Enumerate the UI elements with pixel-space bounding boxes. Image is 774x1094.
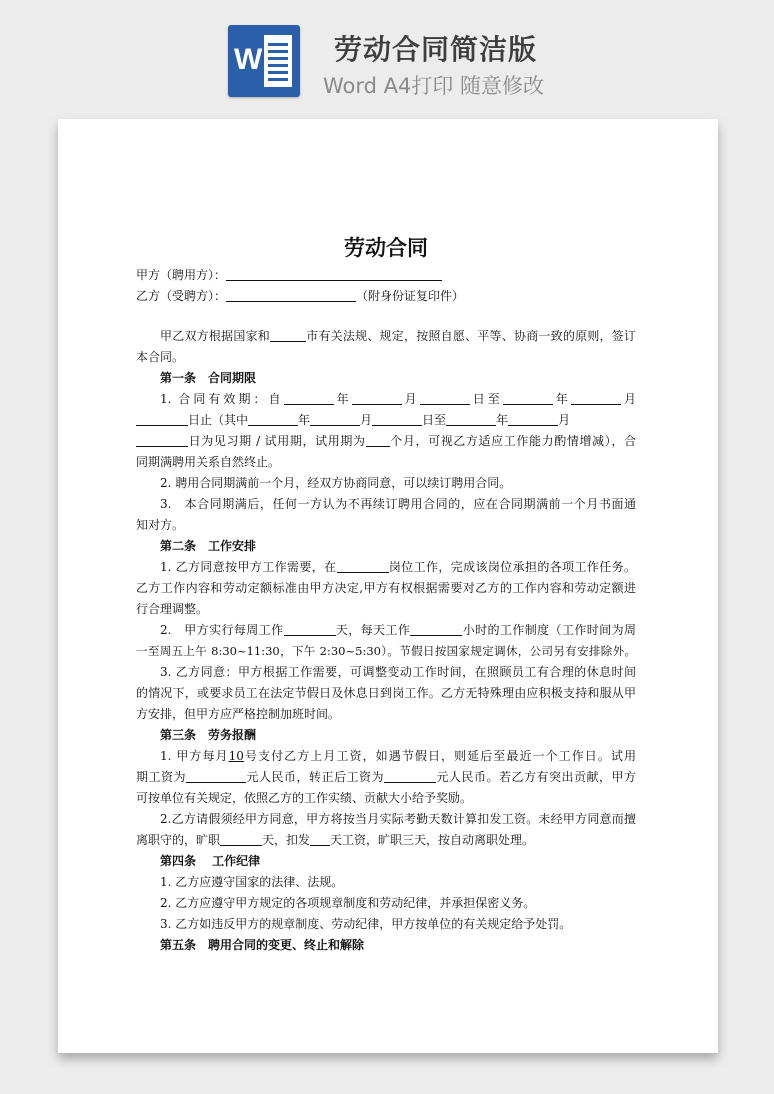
s3-p1-line-1: 1. 甲方每月10号支付乙方上月工资，如遇节假日，则延后至最近一个工作日。试用 <box>160 749 636 763</box>
party-a-line <box>136 265 442 286</box>
s3-p2-line-1: 2.乙方请假须经甲方同意，甲方将按当月实际考勤天数计算扣发工资。未经甲方同意而擅 <box>160 812 636 826</box>
party-b-field <box>226 287 356 302</box>
s3-p2-line-2: 离职守的，旷职 天，扣发 天工资，旷职三天，按自动离职处理。 <box>136 833 535 847</box>
s1-p1-line-4: 同期满聘用关系自然终止。 <box>136 455 281 469</box>
s2-p3-line-3: 方安排，但甲方应严格控制加班时间。 <box>136 707 341 721</box>
section-4-heading: 第四条 工作纪律 <box>160 854 261 868</box>
s2-p1-line-1: 1. 乙方同意按甲方工作需要，在 岗位工作，完成该岗位承担的各项工作任务。 <box>160 560 636 574</box>
party-b-line <box>136 286 464 307</box>
s1-p3-line-2: 知对方。 <box>136 518 185 532</box>
s2-p3-line-1: 3. 乙方同意：甲方根据工作需要，可调整变动工作时间，在照顾员工有合理的休息时间 <box>160 665 636 679</box>
city-field <box>270 327 306 342</box>
section-3-heading: 第三条 劳务报酬 <box>160 728 257 742</box>
s1-p1-line-2: 日止（其中 年 月 日至 年 月 <box>136 410 570 431</box>
banner <box>0 0 774 112</box>
banner-subtitle: Word A4打印 随意修改 <box>323 74 545 98</box>
s1-p1-line-1: 1. 合同有效期：自 年 月 日至 年 月 <box>160 392 636 406</box>
document-page <box>58 119 718 1053</box>
party-a-field <box>226 266 442 281</box>
intro-line-2: 本合同。 <box>136 350 185 364</box>
s1-p1-line-3: 日为见习期 / 试用期，试用期为 个月，可视乙方适应工作能力酌情增减），合 <box>136 431 636 452</box>
section-2-heading: 第二条 工作安排 <box>160 539 257 553</box>
logo-letter: W <box>234 43 263 76</box>
s2-p2-line-2: 一至周五上午 8:30~11:30，下午 2:30~5:30）。节假日按国家规定调休，公司另有安排除外。 <box>136 644 636 658</box>
s2-p1-line-3: 行合理调整。 <box>136 602 209 616</box>
section-1-heading: 第一条 合同期限 <box>160 371 257 385</box>
party-a-label: 甲方（聘用方）： <box>136 268 227 282</box>
document-title: 劳动合同 <box>344 236 428 260</box>
s2-p1-line-2: 乙方工作内容和劳动定额标准由甲方决定,甲方有权根据需要对乙方的工作内容和劳动定额进 <box>136 581 636 595</box>
s1-p2: 2. 聘用合同期满前一个月，经双方协商同意，可以续订聘用合同。 <box>160 476 512 490</box>
pay-day-value: 10 <box>228 749 244 763</box>
s2-p2-line-1: 2. 甲方实行每周工作 天，每天工作 小时的工作制度（工作时间为周 <box>160 623 636 637</box>
s4-p3: 3. 乙方如违反甲方的规章制度、劳动纪律，甲方按单位的有关规定给予处罚。 <box>160 917 572 931</box>
party-b-label: 乙方（受聘方）： <box>136 289 227 303</box>
s3-p1-line-2: 期工资为 元人民币，转正后工资为 元人民币。若乙方有突出贡献，甲方 <box>136 770 636 784</box>
word-icon <box>228 25 300 97</box>
s2-p3-line-2: 的情况下，或要求员工在法定节假日及休息日到岗工作。乙方无特殊理由应积极支持和服从甲 <box>136 686 636 700</box>
s3-p1-line-3: 可按单位有关规定，依照乙方的工作实绩、贡献大小给予奖励。 <box>136 791 473 805</box>
s1-p3-line-1: 3. 本合同期满后，任何一方认为不再续订聘用合同的，应在合同期满前一个月书面通 <box>160 497 636 511</box>
section-5-heading: 第五条 聘用合同的变更、终止和解除 <box>160 938 365 952</box>
intro-line-1: 甲乙双方根据国家和 市有关法规、规定，按照自愿、平等、协商一致的原则，签订 <box>160 329 636 343</box>
s4-p1: 1. 乙方应遵守国家的法律、法规。 <box>160 875 344 889</box>
banner-title: 劳动合同简洁版 <box>334 33 538 66</box>
s4-p2: 2. 乙方应遵守甲方规定的各项规章制度和劳动纪律，并承担保密义务。 <box>160 896 536 910</box>
party-b-note: （附身份证复印件） <box>356 289 465 303</box>
